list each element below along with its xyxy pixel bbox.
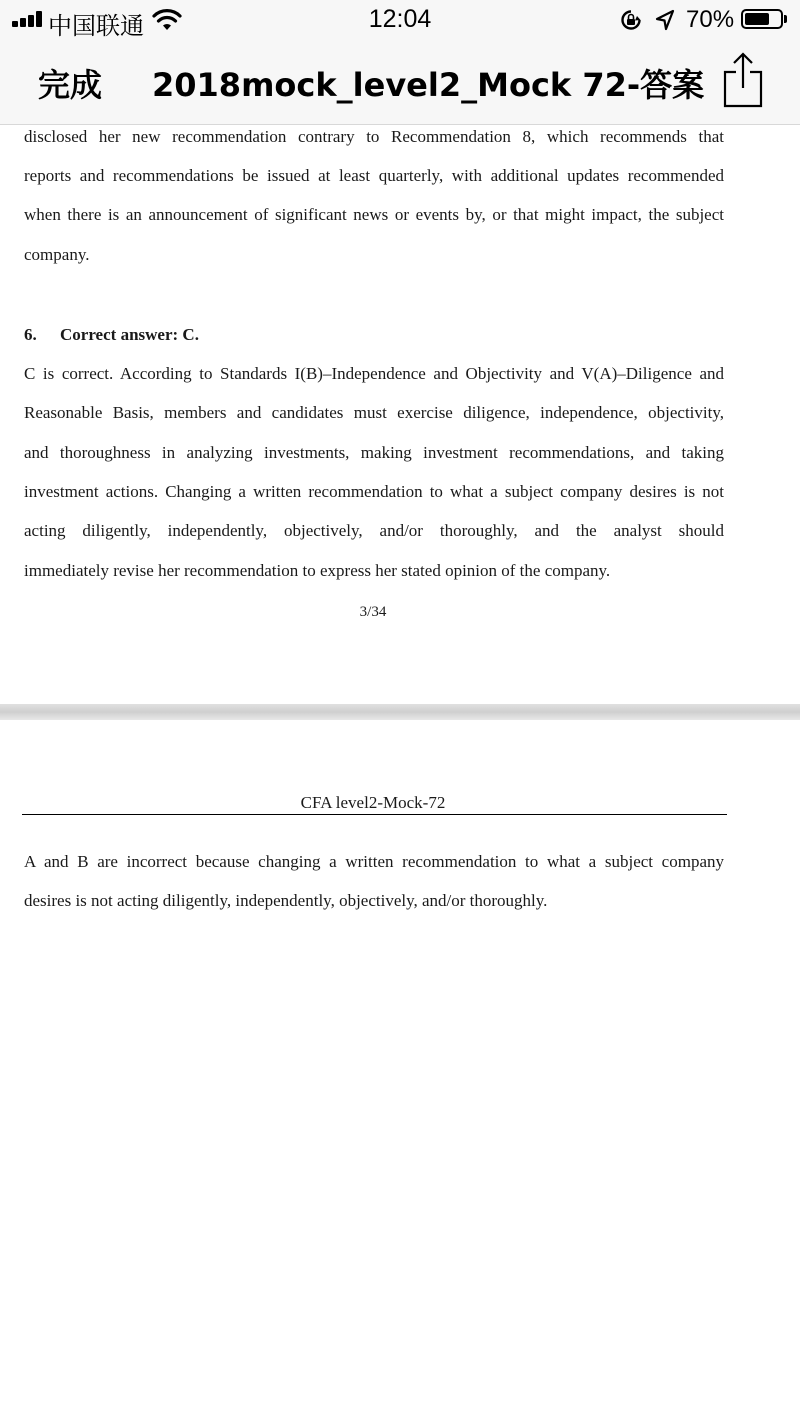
paragraph-line: Reasonable Basis, members and candidates must exercise diligence, independence, objectivity, <box>24 403 724 422</box>
document-title: 2018mock_level2_Mock 72-答案 <box>152 66 705 104</box>
battery-fill <box>745 13 769 25</box>
carrier-name: 中国联通 <box>48 12 144 40</box>
location-icon <box>655 9 675 31</box>
header-rule <box>22 814 727 815</box>
page-separator <box>0 704 800 720</box>
page-number: 3/34 <box>359 604 387 620</box>
battery-percent: 70% <box>686 6 735 33</box>
correct-answer-label: Correct answer: C. <box>60 325 199 344</box>
paragraph-line: desires is not acting diligently, independently, objectively, and/or thoroughly. <box>24 891 548 910</box>
rotation-lock-icon <box>620 9 642 31</box>
paragraph-line: C is correct. According to Standards I(B)–Independence and Objectivity and V(A)–Diligence and <box>24 364 724 383</box>
paragraph-line: and thoroughness in analyzing investments, making investment recommendations, and taking <box>24 443 724 462</box>
paragraph-line: acting diligently, independently, objectively, and/or thoroughly, and the analyst should <box>24 521 724 540</box>
paragraph-line: investment actions. Changing a written recommendation to what a subject company desires is not <box>24 482 724 501</box>
question-heading <box>24 325 199 345</box>
battery-icon <box>741 9 783 29</box>
paragraph-line: reports and recommendations be issued at least quarterly, with additional updates recommended <box>24 166 724 185</box>
battery-tip <box>784 15 787 23</box>
clock: 12:04 <box>368 5 432 33</box>
paragraph-line: immediately revise her recommendation to express her stated opinion of the company. <box>24 561 611 580</box>
paragraph-line: when there is an announcement of significant news or events by, or that might impact, the subject <box>24 205 724 224</box>
status-bar <box>0 0 800 40</box>
paragraph-line: disclosed her new recommendation contrary to Recommendation 8, which recommends that <box>24 127 724 146</box>
nav-bar <box>0 40 800 125</box>
done-button[interactable]: 完成 <box>38 66 103 104</box>
question-number: 6. <box>24 325 37 344</box>
running-header: CFA level2-Mock-72 <box>300 793 446 812</box>
paragraph-line: A and B are incorrect because changing a written recommendation to what a subject company <box>24 852 724 871</box>
share-icon[interactable] <box>720 50 766 110</box>
paragraph-line: company. <box>24 245 90 264</box>
